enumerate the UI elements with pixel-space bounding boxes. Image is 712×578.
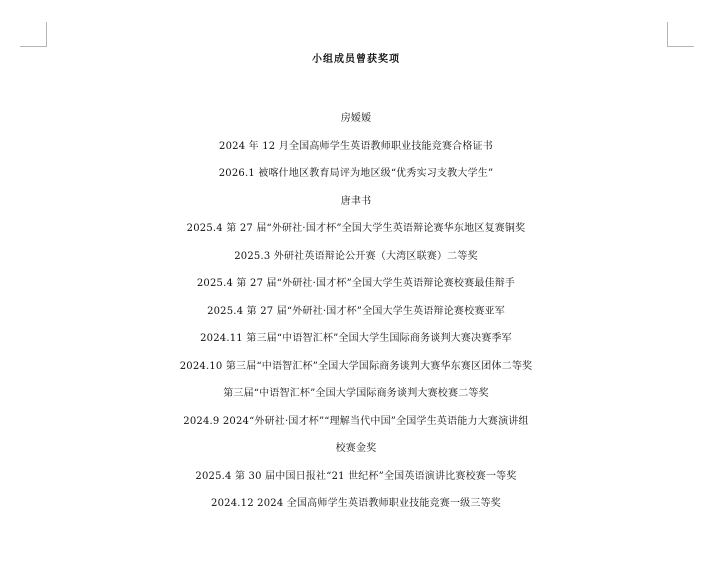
member-name: 唐聿书 bbox=[340, 195, 372, 207]
document-title: 小组成员曾获奖项 bbox=[312, 54, 400, 65]
award-line: 2025.4 第 27 届“外研社·国才杯”全国大学生英语辩论赛校赛亚军 bbox=[207, 305, 505, 317]
crop-mark-top-right bbox=[667, 22, 694, 47]
award-line: 2026.1 被喀什地区教育局评为地区级“优秀实习支教大学生” bbox=[218, 168, 494, 179]
award-line: 2024.12 2024 全国高师学生英语教师职业技能竞赛一级三等奖 bbox=[211, 498, 501, 509]
award-line: 2024.9 2024“外研社·国才杯”“理解当代中国”全国学生英语能力大赛演讲组 bbox=[183, 415, 529, 427]
member-name: 房嫒嫒 bbox=[340, 113, 372, 124]
award-line: 2024.10 第三届“中语智汇杯”全国大学国际商务谈判大赛华东赛区团体二等奖 bbox=[179, 360, 533, 372]
award-line: 第三届“中语智汇杯”全国大学国际商务谈判大赛校赛二等奖 bbox=[223, 388, 489, 399]
award-line: 2024.11 第三届“中语智汇杯”全国大学生国际商务谈判大赛决赛季军 bbox=[200, 333, 512, 344]
crop-mark-top-left bbox=[20, 22, 47, 47]
award-line: 2025.4 第 27 届“外研社·国才杯”全国大学生英语辩论赛校赛最佳辩手 bbox=[196, 278, 516, 289]
award-line-continuation: 校赛金奖 bbox=[335, 443, 377, 454]
award-line: 2025.3 外研社英语辩论公开赛（大湾区联赛）二等奖 bbox=[234, 250, 478, 262]
awards-list bbox=[0, 105, 712, 518]
award-line: 2025.4 第 30 届中国日报社“21 世纪杯”全国英语演讲比赛校赛一等奖 bbox=[195, 470, 517, 482]
award-line: 2025.4 第 27 届“外研社·国才杯”全国大学生英语辩论赛华东地区复赛铜奖 bbox=[186, 223, 526, 234]
award-line: 2024 年 12 月全国高师学生英语教师职业技能竞赛合格证书 bbox=[219, 140, 493, 152]
